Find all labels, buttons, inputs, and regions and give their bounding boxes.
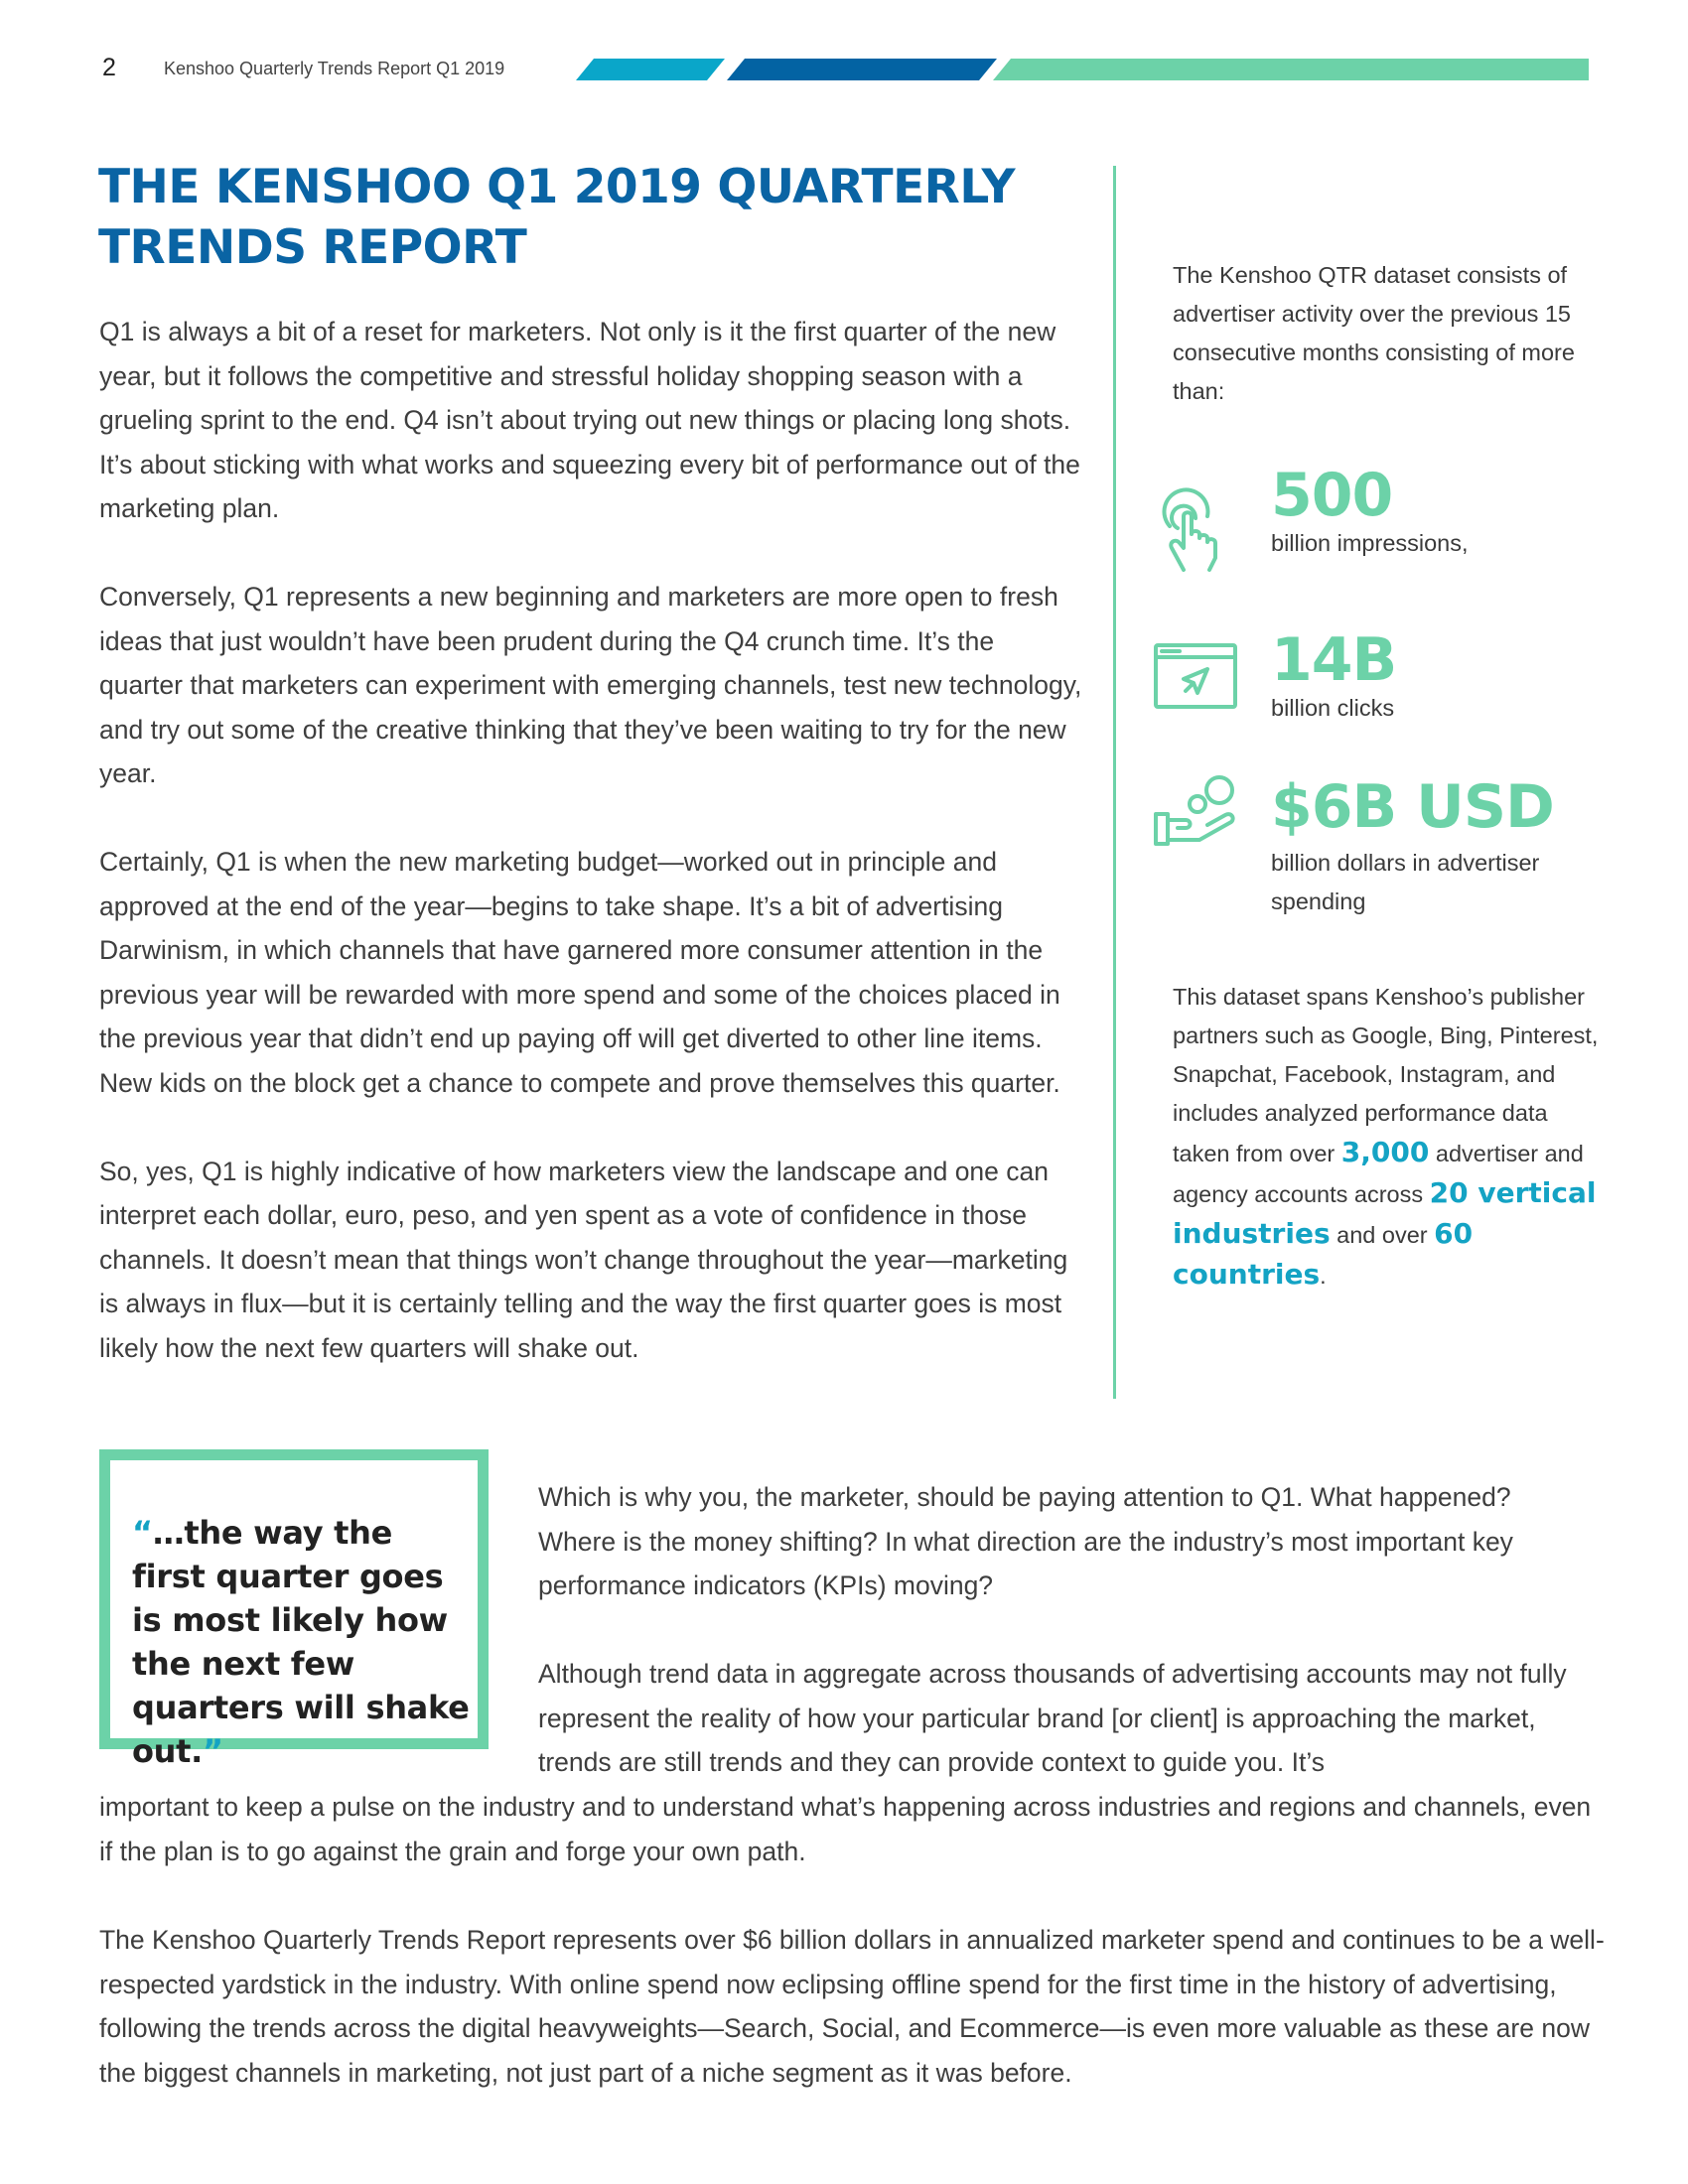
industries-count: 20 vertical industries bbox=[1173, 1176, 1597, 1250]
touch-hand-icon bbox=[1150, 486, 1239, 576]
body-column bbox=[99, 310, 1082, 1370]
body-paragraph: So, yes, Q1 is highly indicative of how marketers view the landscape and one can interpret each dollar, euro, peso, and yen spent as a vote of confidence in those channels. It doesn’t mean that things won’t change throughout the year—marketing is always in flux—but it is certainly telling and the way the first quarter goes is most likely how the next few quarters will shake out. bbox=[99, 1156, 1068, 1363]
body-paragraph: Which is why you, the marketer, should be paying attention to Q1. What happened? Where is the money shifting? In what direction are the industry’s most important key performance indicators (KPIs) moving? bbox=[538, 1482, 1513, 1600]
body-paragraph: Certainly, Q1 is when the new marketing budget—worked out in principle and approved at the end of the year—begins to take shape. It’s a bit of advertising Darwinism, in which channels that have garnered more consumer attention in the previous year will be rewarded with more spend and some of the choices placed in the previous year that didn’t end up paying off will get diverted to other line items. New kids on the block get a chance to compete and prove themselves this quarter. bbox=[99, 847, 1060, 1098]
header-stripe-cyan bbox=[576, 59, 725, 80]
page-number: 2 bbox=[102, 54, 116, 81]
pull-quote-text: …the way the first quarter goes is most likely how the next few quarters will shake out. bbox=[132, 1514, 470, 1770]
closing-column bbox=[99, 1918, 1609, 2095]
stat-number: $6B USD bbox=[1271, 772, 1554, 842]
stat-label: billion impressions, bbox=[1271, 530, 1469, 556]
open-quote-mark: “ bbox=[132, 1514, 153, 1552]
page-title: THE KENSHOO Q1 2019 QUARTERLY TRENDS REPORT bbox=[98, 160, 1016, 275]
stat-label: billion clicks bbox=[1271, 695, 1395, 721]
outro-text: advertiser and agency accounts across bbox=[1173, 1141, 1584, 1207]
accounts-count: 3,000 bbox=[1340, 1136, 1430, 1168]
body-paragraph-continued: important to keep a pulse on the industry and to understand what’s happening across industries and regions and channels, even if the plan is to go against the grain and forge your own path. bbox=[99, 1792, 1592, 1866]
body-paragraph: The Kenshoo Quarterly Trends Report represents over $6 billion dollars in annualized marketer spend and continues to be a well-respected yardstick in the industry. With online spend now eclipsing offline spend for the first time in the history of advertising, following the trends across the digital heavyweights—Search, Social, and Ecommerce—is even more valuable as these are now the biggest channels in marketing, not just part of a niche segment as it was before. bbox=[99, 1925, 1605, 2088]
header-stripe-blue bbox=[727, 59, 997, 80]
pull-quote-box bbox=[99, 1449, 489, 1770]
stat-number: 14B bbox=[1271, 625, 1397, 695]
column-divider bbox=[1113, 166, 1116, 1399]
sidebar-dataset-note bbox=[1173, 978, 1610, 1296]
lower-right-column bbox=[538, 1475, 1591, 1785]
body-paragraph: Q1 is always a bit of a reset for marketers. Not only is it the first quarter of the new year, but it follows the competitive and stressful holiday shopping season with a grueling sprint to the end. Q4 isn’t about trying out new things or placing long shots. It’s about sticking with what works and squeezing every bit of performance out of the marketing plan. bbox=[99, 317, 1080, 523]
running-title: Kenshoo Quarterly Trends Report Q1 2019 bbox=[164, 59, 505, 78]
hand-coin-icon bbox=[1152, 770, 1241, 860]
pull-quote bbox=[132, 1511, 470, 1773]
countries-count: 60 countries bbox=[1173, 1217, 1474, 1291]
outro-text: and over bbox=[1330, 1222, 1435, 1248]
stat-label: billion dollars in advertiser spending bbox=[1271, 850, 1540, 914]
header-stripe-green bbox=[993, 59, 1589, 80]
stat-number: 500 bbox=[1271, 461, 1393, 530]
close-quote-mark: ” bbox=[203, 1732, 223, 1770]
browser-click-icon bbox=[1150, 635, 1239, 725]
body-paragraph: Conversely, Q1 represents a new beginning and marketers are more open to fresh ideas that just wouldn’t have been prudent during the Q4 crunch time. It’s the quarter that marketers can experiment with emerging channels, test new technology, and try out some of the creative thinking that they’ve been waiting to try for the new year. bbox=[99, 582, 1082, 788]
lower-full-column bbox=[99, 1785, 1609, 1873]
sidebar-intro: The Kenshoo QTR dataset consists of advertiser activity over the previous 15 consecutive months consisting of more than: bbox=[1173, 262, 1575, 404]
outro-text: This dataset spans Kenshoo’s publisher partners such as Google, Bing, Pinterest, Snapchat, Facebook, Instagram, and includes analyzed performance data taken from over bbox=[1173, 984, 1599, 1166]
outro-text: . bbox=[1320, 1263, 1327, 1289]
body-paragraph: Although trend data in aggregate across thousands of advertising accounts may not fully represent the reality of how your particular brand [or client] is approaching the market, trends are still trends and they can provide context to guide you. It’s bbox=[538, 1659, 1567, 1777]
